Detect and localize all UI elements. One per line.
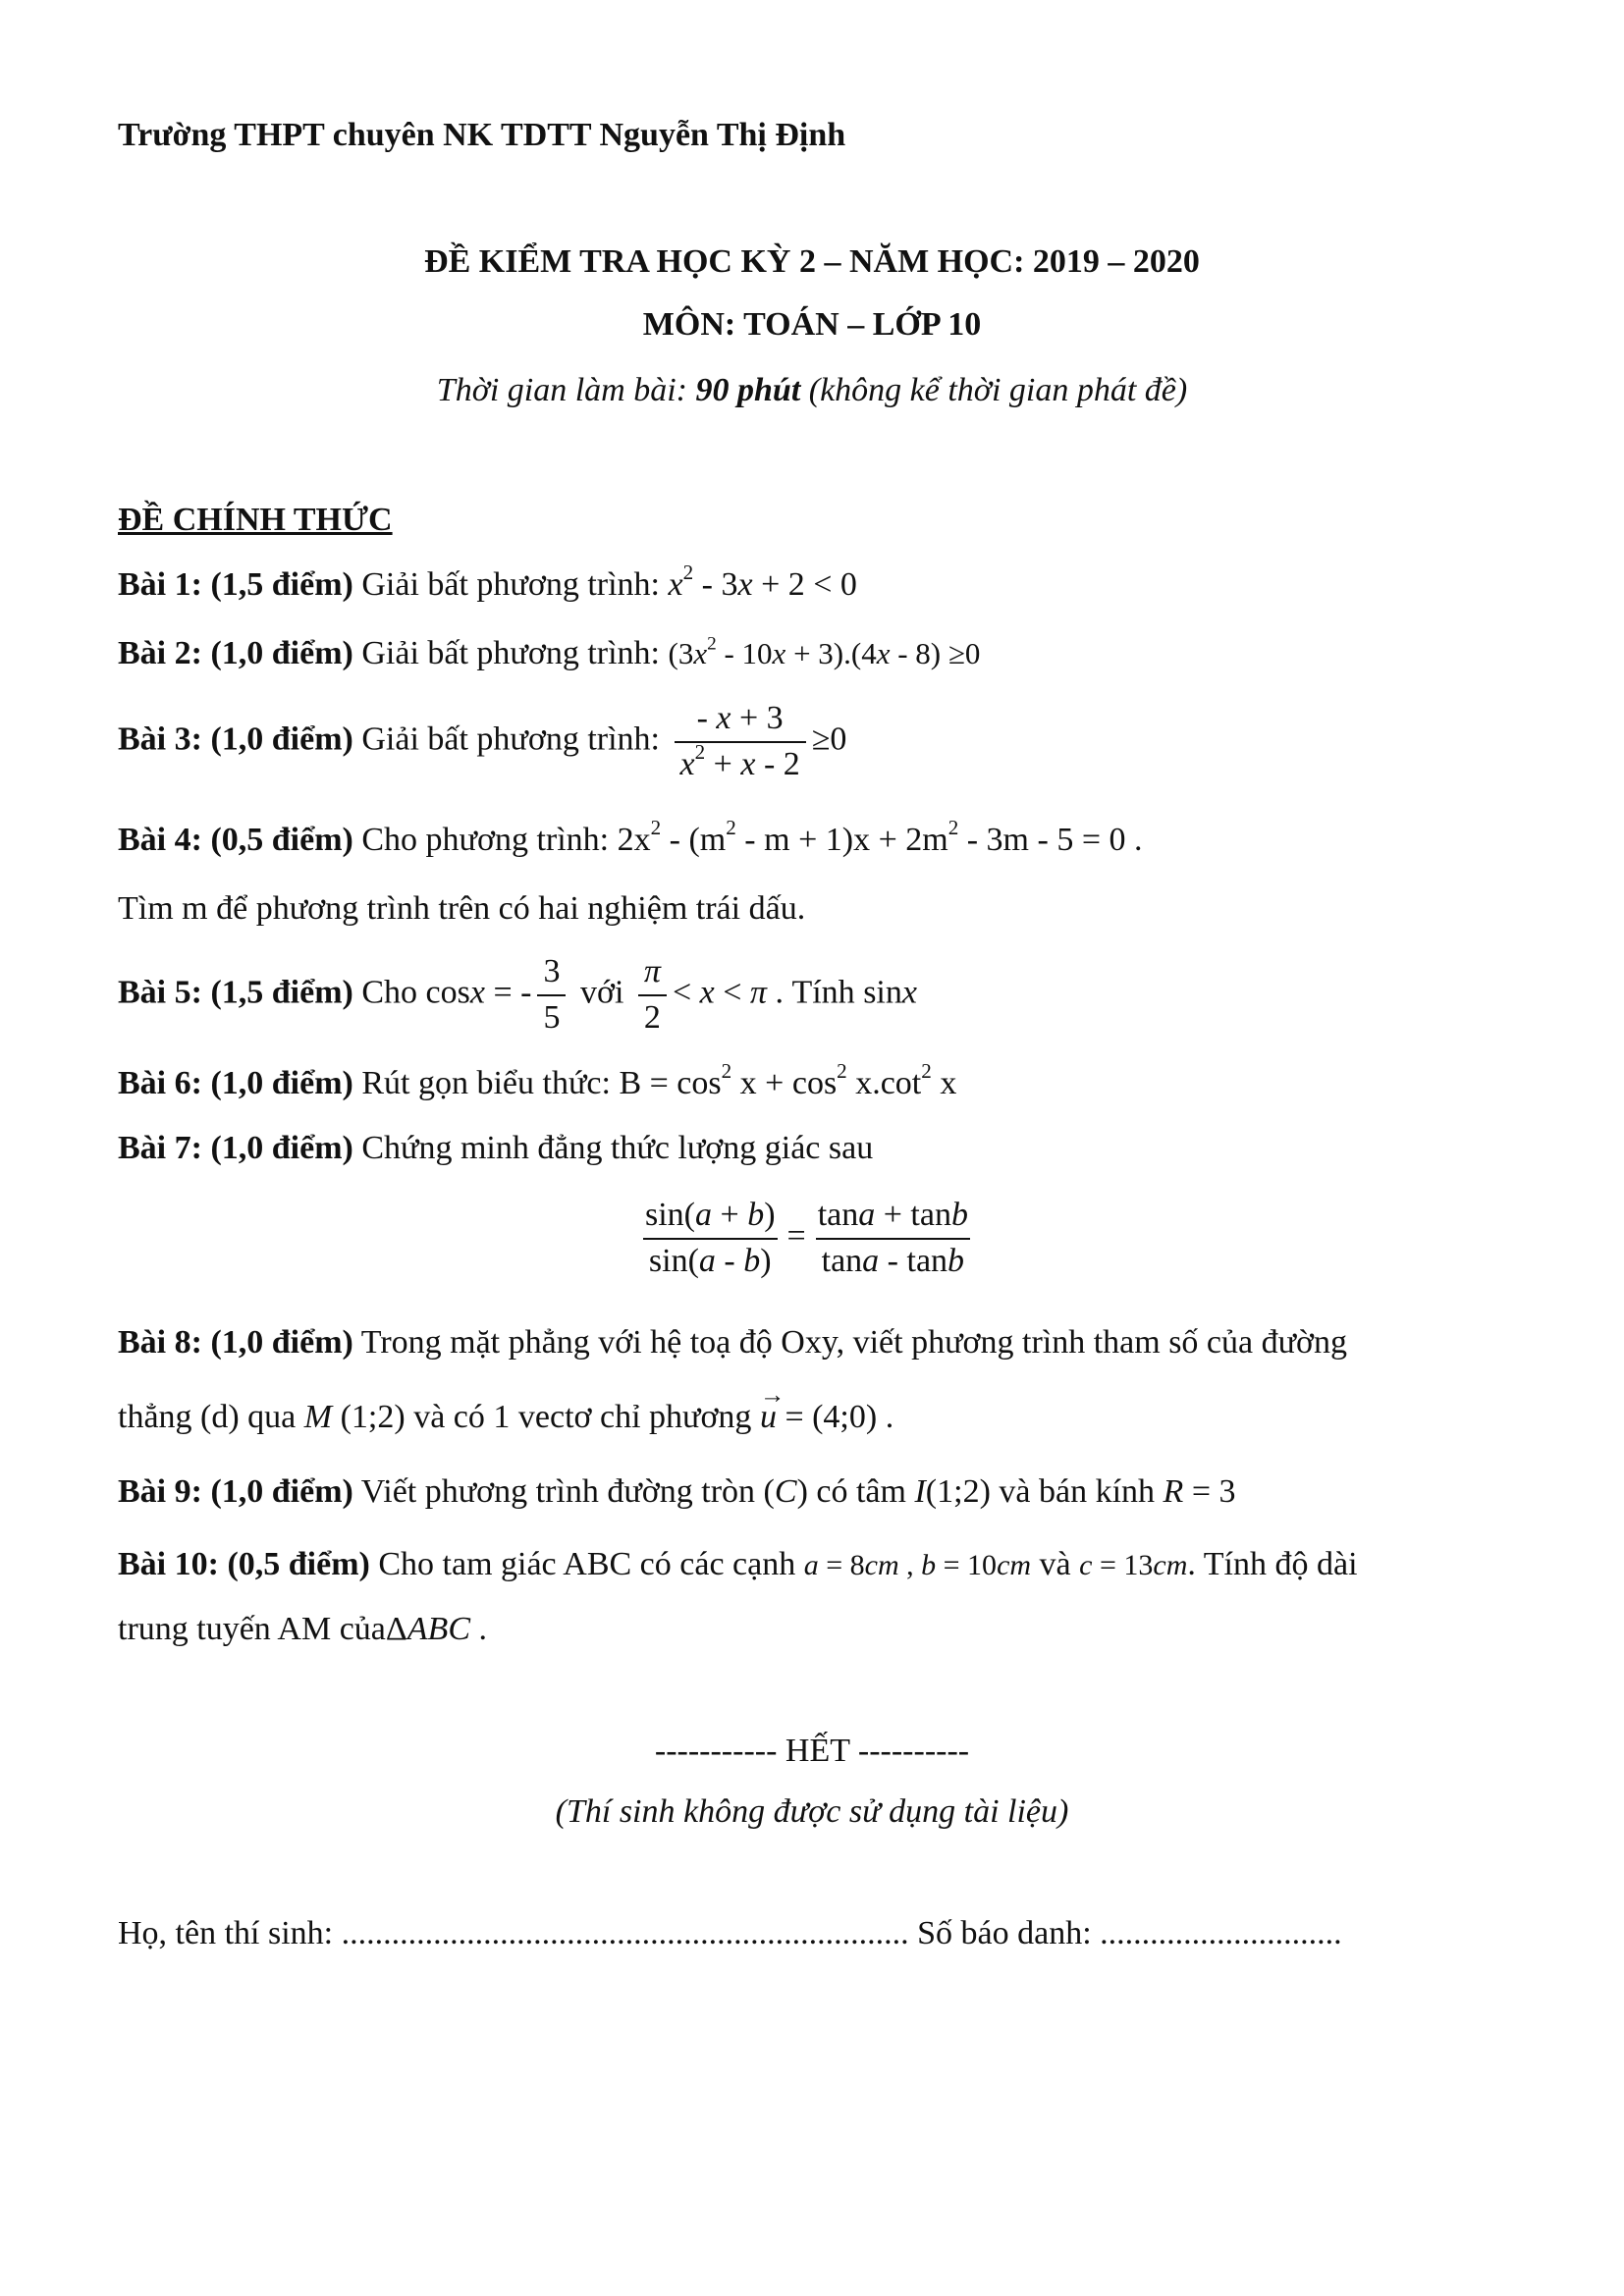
problem-9-circle: (C) xyxy=(763,1473,808,1510)
problem-8-line2-b: và có 1 vectơ chỉ phương xyxy=(413,1399,760,1435)
problem-2-formula: $(3x^2 - 10x + 3).(4x - 8) \ge 0$ xyxy=(668,633,981,670)
time-duration: 90 phút xyxy=(695,372,801,408)
problem-4 xyxy=(118,816,1143,861)
problem-3-text: Giải bất phương trình: xyxy=(352,721,669,758)
problem-8-line2-a: thẳng (d) qua xyxy=(118,1399,304,1435)
candidate-info xyxy=(118,1914,1342,1954)
end-marker: ----------- HẾT ---------- xyxy=(654,1733,970,1769)
problem-10 xyxy=(118,1545,1358,1585)
problem-2 xyxy=(118,634,980,674)
problem-7-left-fraction: $\frac{\sin(a + b)}{\sin(a - b)}$ xyxy=(639,1196,782,1282)
problem-3-fraction: $\frac{- x + 3}{x^2 + x - 2}$ xyxy=(675,699,806,785)
time-suffix: (không kể thời gian phát đề) xyxy=(800,372,1188,408)
problem-9-radius-value: R = 3 xyxy=(1163,1473,1236,1510)
official-label: ĐỀ CHÍNH THỨC xyxy=(118,502,393,538)
problem-10-sides: a = 8cm , b = 10cm xyxy=(803,1549,1032,1581)
time-prefix: Thời gian làm bài: xyxy=(436,372,696,408)
exam-subject: MÔN: TOÁN – LỚP 10 xyxy=(642,306,982,343)
problem-2-label: Bài 2: (1,0 điểm) xyxy=(118,635,353,671)
problem-8-text: Trong mặt phẳng với hệ toạ độ Oxy, viết phương trình tham số của đường xyxy=(352,1324,1348,1361)
problem-9-radius: và bán kính xyxy=(990,1473,1164,1510)
problem-9-center: có tâm xyxy=(807,1473,915,1510)
problem-6-label: Bài 6: (1,0 điểm) xyxy=(118,1065,353,1101)
school-name: Trường THPT chuyên NK TDTT Nguyễn Thị Định xyxy=(118,117,846,153)
problem-9-text: Viết phương trình đường tròn xyxy=(352,1473,764,1510)
problem-6-formula: $B = \cos^2 x + \cos^2 x.\cot^2$ x xyxy=(619,1059,957,1101)
problem-5-with: với xyxy=(579,974,632,1011)
problem-1-text: Giải bất phương trình: xyxy=(352,566,669,603)
problem-10-and: và xyxy=(1031,1546,1080,1582)
problem-5-text: Cho xyxy=(352,974,426,1011)
problem-3-label: Bài 3: (1,0 điểm) xyxy=(118,721,353,758)
problem-7 xyxy=(118,1129,873,1169)
candidate-id-field: Số báo danh: ............................. xyxy=(917,1915,1342,1951)
problem-4-line-2: Tìm m để phương trình trên có hai nghiệm trái dấu. xyxy=(118,890,806,927)
problem-7-label: Bài 7: (1,0 điểm) xyxy=(118,1130,353,1166)
problem-8-point: M (1;2) xyxy=(303,1399,406,1435)
problem-1-label: Bài 1: (1,5 điểm) xyxy=(118,566,353,603)
problem-10-ask: . Tính độ dài xyxy=(1187,1546,1358,1582)
problem-10-line-2 xyxy=(118,1610,487,1650)
problem-4-formula: $2x^2 - (m^2 - m + 1)x + 2m^2 - 3m - 5 = 0$ . xyxy=(617,816,1143,858)
problem-5-label: Bài 5: (1,5 điểm) xyxy=(118,974,353,1011)
problem-4-label: Bài 4: (0,5 điểm) xyxy=(118,822,353,858)
problem-7-identity: $\frac{\sin(a + b)}{\sin(a - b)}$ = $\frac{\tan a + \tan b}{\tan a - \tan b}$ xyxy=(633,1196,980,1282)
problem-5-cos: cosx = - xyxy=(425,974,532,1011)
problem-4-text: Cho phương trình: xyxy=(352,822,618,858)
problem-8 xyxy=(118,1323,1347,1363)
problem-2-text: Giải bất phương trình: xyxy=(352,635,669,671)
problem-1-formula: $x^2 - 3x + 2 < 0$ xyxy=(668,561,857,603)
problem-10-side-c: c = 13cm xyxy=(1079,1549,1188,1581)
exam-time xyxy=(0,371,1624,411)
problem-5-fraction-35: $\frac{3}{5}$ xyxy=(537,952,566,1039)
problem-6-text: Rút gọn biểu thức: xyxy=(352,1065,620,1101)
problem-5-ask: . Tính xyxy=(766,974,864,1011)
problem-10-triangle: ΔABC . xyxy=(385,1611,487,1647)
problem-7-text: Chứng minh đẳng thức lượng giác sau xyxy=(352,1130,874,1166)
problem-7-right-fraction: $\frac{\tan a + \tan b}{\tan a - \tan b}$ xyxy=(812,1196,974,1282)
problem-9 xyxy=(118,1472,1236,1513)
exam-title: ĐỀ KIỂM TRA HỌC KỲ 2 – NĂM HỌC: 2019 – 2020 xyxy=(424,243,1200,280)
problem-8-line-2 xyxy=(118,1398,893,1438)
problem-10-text: Cho tam giác ABC có các cạnh xyxy=(369,1546,804,1582)
problem-8-vector: → u = (4;0) xyxy=(760,1399,877,1435)
problem-6 xyxy=(118,1059,957,1104)
problem-3: Bài 3: (1,0 điểm) Giải bất phương trình: $\frac{- x + 3}{x^2 + x - 2}$ ≥0 xyxy=(118,699,846,785)
problem-8-label: Bài 8: (1,0 điểm) xyxy=(118,1324,353,1361)
problem-8-line2-c: . xyxy=(877,1399,894,1435)
problem-9-center-point: I(1;2) xyxy=(914,1473,991,1510)
candidate-name-field: Họ, tên thí sinh: .................................................................... xyxy=(118,1915,909,1951)
exam-note: (Thí sinh không được sử dụng tài liệu) xyxy=(555,1793,1069,1830)
problem-5: Bài 5: (1,5 điểm) Cho cosx = - $\frac{3}{5}$ với $\frac{\pi}{2}$ < x < π . Tính sinx xyxy=(118,952,917,1039)
problem-10-line2-text: trung tuyến AM của xyxy=(118,1611,386,1647)
problem-9-label: Bài 9: (1,0 điểm) xyxy=(118,1473,353,1510)
problem-1 xyxy=(118,561,857,606)
problem-10-label: Bài 10: (0,5 điểm) xyxy=(118,1546,370,1582)
problem-5-fraction-pi2: $\frac{\pi}{2}$ xyxy=(638,952,667,1039)
